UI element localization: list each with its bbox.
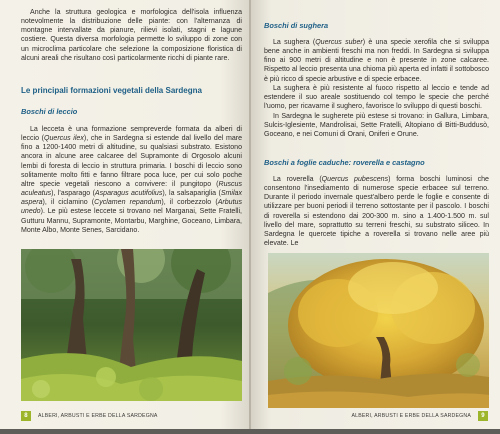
subsection-heading-roverella: Boschi a foglie caduche: roverella e castagno xyxy=(264,158,425,167)
text-run: La sughera ( xyxy=(273,39,316,46)
text-run: ), l'asparago ( xyxy=(51,190,95,198)
section-heading: Le principali formazioni vegetali della Sardegna xyxy=(21,86,202,95)
text-run: ), che in Sardegna si estende dal livello del mare fino a 1200-1400 metri di altitudine, su qualsiasi substrato. Esistono ancora in alcune aree calcaree del Supramonte di Orgosolo alcuni lembi di foresta di leccio in struttura primaria. I boschi di leccio sono solitamente molto fitti e fanno filtrare poca luce, per cui solo poche altre specie vegetali riescono a convivere: il pungitopo ( xyxy=(21,135,242,188)
subsection-heading-leccio: Boschi di leccio xyxy=(21,107,78,116)
scientific-name: Smilax aspera xyxy=(21,190,242,207)
right-page xyxy=(251,0,500,429)
scientific-name: Quercus suber xyxy=(315,39,363,46)
roverella-paragraph xyxy=(264,175,489,248)
text-run: La lecceta è una formazione sempreverde formata da alberi di leccio ( xyxy=(21,126,242,143)
text-run: ), la salsapariglia ( xyxy=(162,190,221,198)
text-run: ), il ciclamino ( xyxy=(42,199,95,207)
text-run: La roverella ( xyxy=(273,176,322,183)
footer-text-right: ALBERI, ARBUSTI E ERBE DELLA SARDEGNA xyxy=(351,412,471,419)
intro-paragraph: Anche la struttura geologica e morfologica dell'isola influenza notevolmente la distribuzione delle piante: con l'alternanza di montagne intervallate da pianure, rilievi isolati, stagni e lagune costiere. Questa diversa morfologia permette lo sviluppo di zone con un microclima particolare che selezione la composizione floristica di alcuni areali che risultano così particolarmente ricchi di piante rare. xyxy=(21,9,242,62)
text-run: ) è una specie xerofila che si sviluppa bene anche in ambienti freschi ma non freddi. In Sardegna si sviluppa fino ai 900 metri di altitudine e non è presente in zone calcaree. Rispetto al leccio presenta una chioma più aperta ed infatti il sottobosco è più ricco di specie arbustive e di specie erbacee. xyxy=(264,39,489,83)
leccio-paragraph xyxy=(21,125,242,235)
page-number-left: 8 xyxy=(21,411,31,421)
photo-holm-oak-forest xyxy=(21,249,242,401)
left-page xyxy=(0,0,251,429)
text-run: ). Le più estese leccete si trovano nel Marganai, Sette Fratelli, Gutturu Mannu, Supramonte, Montarbu, Marghine, Goceano, Limbara, Monte Albo, Monte Senes, Sarcidano. xyxy=(21,208,242,234)
scientific-name: Arbutus unedo xyxy=(21,199,243,216)
right-footer xyxy=(351,410,488,421)
footer-text-left: ALBERI, ARBUSTI E ERBE DELLA SARDEGNA xyxy=(38,412,158,419)
sughera-paragraph-1 xyxy=(264,38,489,84)
left-footer xyxy=(21,410,158,421)
text-run: ), il corbezzolo ( xyxy=(161,199,218,207)
sughera-paragraph-3: In Sardegna le sugherete più estese si trovano: in Gallura, Limbara, Sulcis-Iglesiente, Mandrolisai, Sette Fratelli, Altopiano di Bitti-Buddusò, Goceano, e nei Comuni di Orani, Oniferi e Orune. xyxy=(264,113,489,139)
text-run: ) forma boschi luminosi che consentono l'insediamento di numerose specie erbacee sul terreno. Durante il periodo invernale quest'albero perde le foglie e consente di utilizzare per buoni periodi il terreno sottostante per il pascolo. I boschi di roverella si estendono dai 200-300 m. sino a 1.400-1.500 m. sul livello del mare, soprattutto su terreni freschi, su substrato siliceo. In Sardegna le quercete tipiche a roverella si trovano nelle aree più elevate. Le xyxy=(264,176,489,248)
sughera-paragraph-2: La sughera è più resistente al fuoco rispetto al leccio e tende ad estendere il suo areale sostituendo col tempo le specie che perché l'uomo, per ricavarne il sughero, favorisce lo sviluppo di questi boschi. xyxy=(264,85,489,111)
photo-autumn-oak-tree xyxy=(268,253,489,408)
scientific-name: Asparagus acutifolius xyxy=(94,190,163,198)
page-number-right: 9 xyxy=(478,411,488,421)
subsection-heading-sughera: Boschi di sughera xyxy=(264,21,329,30)
scientific-name: Quercus ilex xyxy=(44,135,84,143)
scientific-name: Cyclamen repandum xyxy=(94,199,162,207)
scientific-name: Quercus pubescens xyxy=(321,176,389,183)
scientific-name: Ruscus aculeatus xyxy=(21,180,242,198)
